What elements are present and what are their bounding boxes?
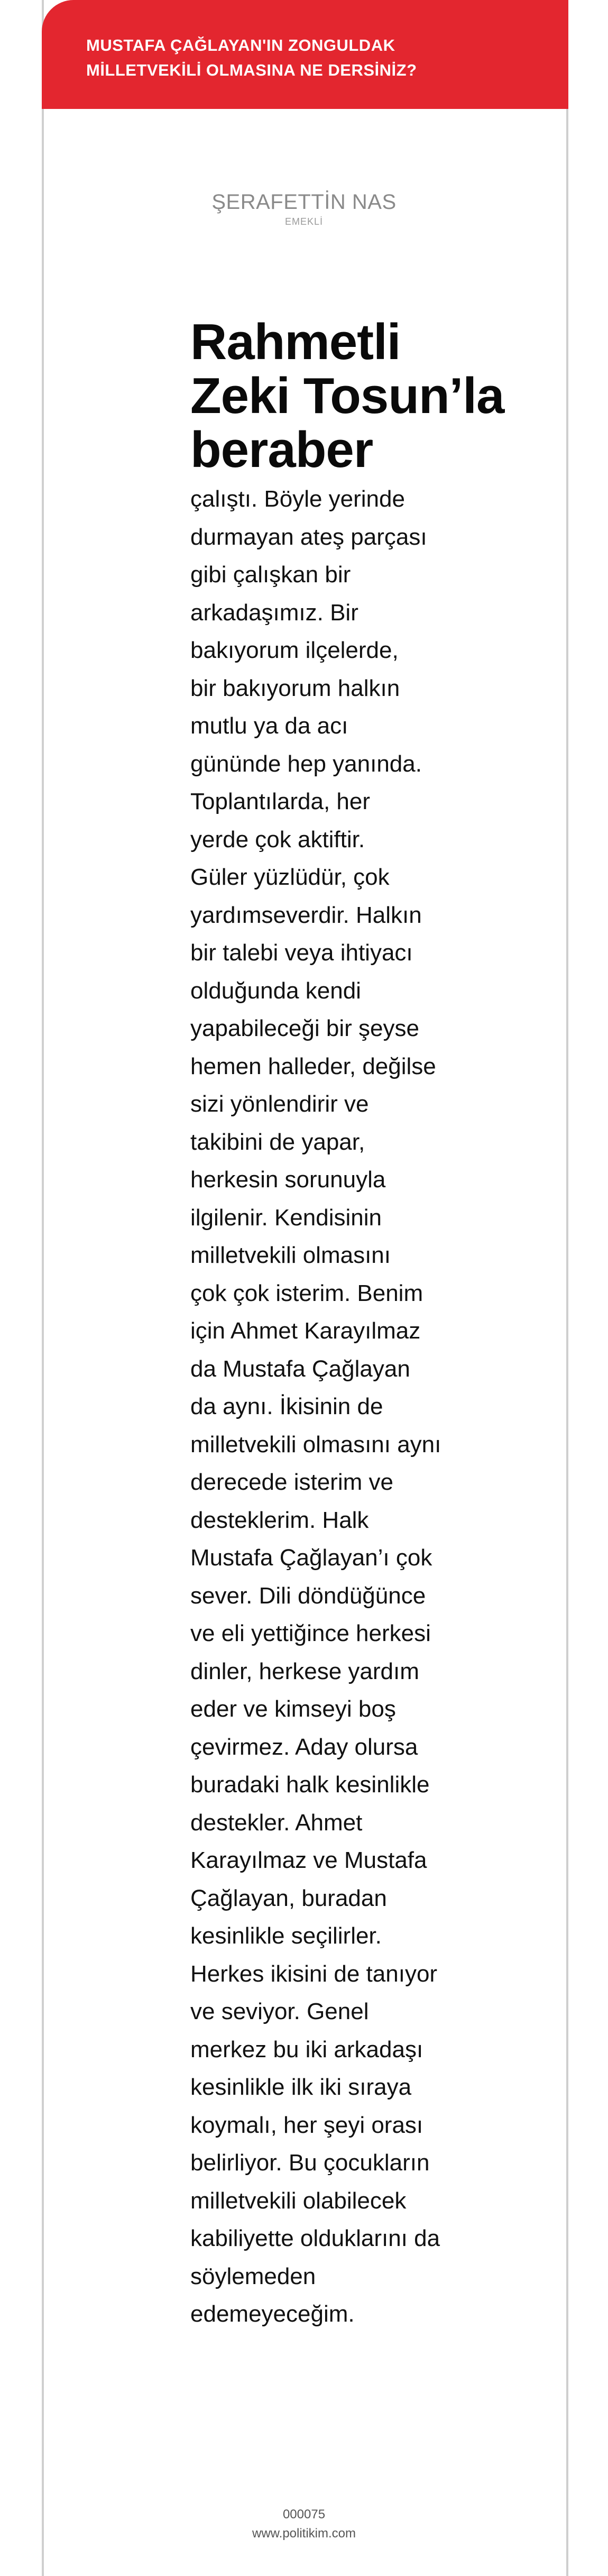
body-line: gibi çalışkan bir xyxy=(190,562,351,588)
body-line: bakıyorum ilçelerde, xyxy=(190,637,399,663)
body-line: Mustafa Çağlayan’ı çok xyxy=(190,1545,432,1571)
body-line: Güler yüzlüdür, çok xyxy=(190,864,390,890)
body-line: için Ahmet Karayılmaz xyxy=(190,1318,421,1344)
body-line: gününde hep yanında. xyxy=(190,750,422,777)
headline xyxy=(190,315,508,477)
body-line: kabiliyette olduklarını da xyxy=(190,2225,440,2251)
author-block xyxy=(0,189,608,227)
body-line: da aynı. İkisinin de xyxy=(190,1394,383,1419)
body-line: çok çok isterim. Benim xyxy=(190,1280,423,1306)
body-line: bir bakıyorum halkın xyxy=(190,675,400,701)
body-line: da Mustafa Çağlayan xyxy=(190,1355,410,1382)
article-body xyxy=(190,480,508,2333)
headline-line: beraber xyxy=(190,421,373,478)
body-line: ve seviyor. Genel xyxy=(190,1999,369,2024)
body-line: dinler, herkese yardım xyxy=(190,1658,419,1684)
body-line: desteklerim. Halk xyxy=(190,1507,369,1533)
body-line: takibini de yapar, xyxy=(190,1129,365,1155)
body-line: mutlu ya da acı xyxy=(190,713,348,739)
body-line: olduğunda kendi xyxy=(190,977,361,1004)
body-line: belirliyor. Bu çocukların xyxy=(190,2150,430,2176)
body-line: herkesin sorunuyla xyxy=(190,1167,386,1193)
body-line: yerde çok aktiftir. xyxy=(190,826,365,852)
body-line: eder ve kimseyi boş xyxy=(190,1696,396,1722)
body-line: söylemeden xyxy=(190,2263,316,2289)
body-line: Toplantılarda, her xyxy=(190,789,370,814)
body-line: ilgilenir. Kendisinin xyxy=(190,1204,382,1231)
footer-website: www.politikim.com xyxy=(252,2526,356,2541)
body-line: bir talebi veya ihtiyacı xyxy=(190,940,413,966)
body-line: çevirmez. Aday olursa xyxy=(190,1734,418,1760)
body-line: milletvekili olmasını aynı xyxy=(190,1431,441,1457)
body-line: milletvekili olmasını xyxy=(190,1242,391,1268)
banner-title-line-1: MUSTAFA ÇAĞLAYAN'IN ZONGULDAK xyxy=(86,36,395,54)
body-line: durmayan ateş parçası xyxy=(190,524,427,550)
body-line: yardımseverdir. Halkın xyxy=(190,902,422,928)
body-line: destekler. Ahmet xyxy=(190,1809,363,1836)
banner-title-line-2: MİLLETVEKİLİ OLMASINA NE DERSİNİZ? xyxy=(86,61,417,79)
body-line: kesinlikle ilk iki sıraya xyxy=(190,2074,412,2100)
body-line: ve eli yettiğince herkesi xyxy=(190,1620,431,1646)
body-line: sizi yönlendirir ve xyxy=(190,1091,369,1117)
body-line: kesinlikle seçilirler. xyxy=(190,1923,382,1949)
body-line: merkez bu iki arkadaşı xyxy=(190,2036,423,2062)
body-line: koymalı, her şeyi orası xyxy=(190,2112,423,2138)
headline-line: Zeki Tosun’la xyxy=(190,368,504,424)
article xyxy=(190,315,508,2333)
body-line: milletvekili olabilecek xyxy=(190,2187,407,2214)
body-line: arkadaşımız. Bir xyxy=(190,599,358,626)
footer-code: 000075 xyxy=(282,2507,326,2522)
body-line: buradaki halk kesinlikle xyxy=(190,1772,430,1798)
author-name: ŞERAFETTİN NAS xyxy=(211,190,397,214)
author-role: EMEKLİ xyxy=(284,216,324,227)
footer xyxy=(0,2505,608,2543)
body-line: hemen halleder, değilse xyxy=(190,1053,436,1079)
body-line: edemeyeceğim. xyxy=(190,2301,355,2327)
body-line: Karayılmaz ve Mustafa xyxy=(190,1847,427,1873)
body-line: sever. Dili döndüğünce xyxy=(190,1582,426,1609)
body-line: derecede isterim ve xyxy=(190,1469,393,1495)
question-banner xyxy=(42,0,568,109)
headline-line: Rahmetli xyxy=(190,314,401,370)
body-line: Çağlayan, buradan xyxy=(190,1885,387,1911)
banner-title xyxy=(86,33,537,82)
body-line: çalıştı. Böyle yerinde xyxy=(190,486,405,512)
body-line: yapabileceği bir şeyse xyxy=(190,1015,419,1041)
body-line: Herkes ikisini de tanıyor xyxy=(190,1960,438,1987)
